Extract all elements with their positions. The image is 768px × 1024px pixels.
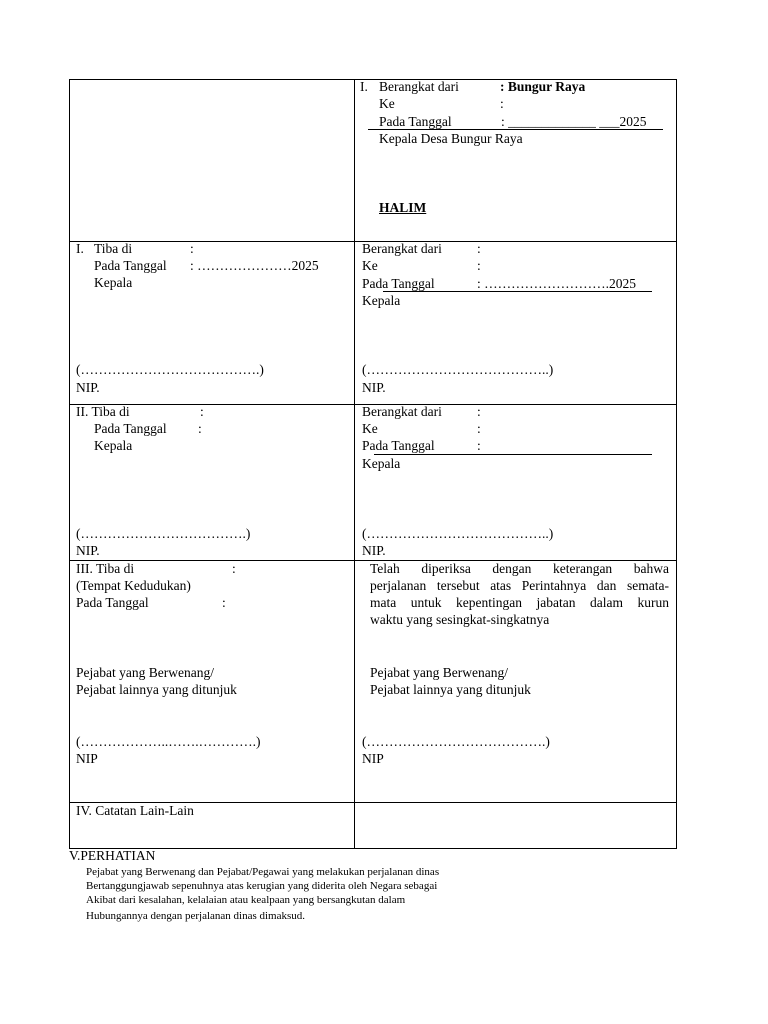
verification-line-1: Telah diperiksa dengan keterangan bahwa (370, 561, 669, 576)
signature-line: (…………………………………..) (362, 362, 554, 377)
signer-name: HALIM (379, 200, 427, 215)
perhatian-line: Pejabat yang Berwenang dan Pejabat/Pegawai yang melakukan perjalanan dinas (86, 866, 440, 878)
nip-label: NIP. (76, 380, 100, 395)
tanggal-label: Pada Tanggal (379, 114, 452, 129)
tanggal-value: : _____________ ___2025 (501, 114, 647, 129)
tiba-colon: : (190, 241, 194, 256)
tanggal-value: : ……………………….2025 (477, 276, 637, 291)
ke-colon: : (477, 258, 481, 273)
catatan-label: IV. Catatan Lain-Lain (76, 803, 194, 818)
tanggal-label: Pada Tanggal (94, 421, 167, 436)
berangkat-label: Berangkat dari (362, 241, 442, 256)
tanggal-label: Pada Tanggal (94, 258, 167, 273)
ke-label: Ke (362, 421, 378, 436)
verification-line-4: waktu yang sesingkat-singkatnya (370, 612, 550, 627)
roman-numeral: I. (360, 79, 368, 94)
signature-line: (………………………………….) (76, 362, 264, 377)
signature-line: (…………………………………..) (362, 526, 554, 541)
tempat-kedudukan: (Tempat Kedudukan) (76, 578, 191, 593)
kepala-desa: Kepala Desa Bungur Raya (379, 131, 523, 146)
tiba-colon: : (200, 404, 204, 419)
tanggal-label: Pada Tanggal (76, 595, 149, 610)
verification-line-3: mata untuk kepentingan jabatan dalam kurun (370, 595, 669, 610)
verification-line-2: perjalanan tersebut atas Perintahnya dan semata- (370, 578, 669, 593)
kepala-label: Kepala (362, 456, 401, 471)
tanggal-colon: : (198, 421, 202, 436)
perhatian-title: V.PERHATIAN (69, 848, 156, 863)
tanggal-colon: : (222, 595, 226, 610)
pejabat-line-1: Pejabat yang Berwenang/ (370, 665, 508, 680)
tanggal-label: Pada Tanggal (362, 438, 435, 453)
kepala-label: Kepala (362, 293, 401, 308)
pejabat-line-2: Pejabat lainnya yang ditunjuk (76, 682, 237, 697)
tiba-colon: : (232, 561, 236, 576)
tiba-label: Tiba di (94, 241, 133, 256)
nip-label: NIP (76, 751, 98, 766)
berangkat-colon: : (477, 241, 481, 256)
berangkat-label: Berangkat dari (379, 79, 459, 94)
nip-label: NIP. (362, 380, 386, 395)
signature-line: (………………………………….) (362, 734, 550, 749)
tanggal-value: : …………………2025 (190, 258, 319, 273)
tanggal-label: Pada Tanggal (362, 276, 435, 291)
berangkat-label: Berangkat dari (362, 404, 442, 419)
perhatian-line: Hubungannya dengan perjalanan dinas dimaksud. (86, 910, 306, 922)
roman-numeral: I. (76, 241, 84, 256)
ke-colon: : (500, 96, 504, 111)
signature-line: (………………..…….………….) (76, 734, 261, 749)
kepala-label: Kepala (94, 275, 133, 290)
tanggal-colon: : (477, 438, 481, 453)
perhatian-line: Akibat dari kesalahan, kelalaian atau kealpaan yang bersangkutan dalam (86, 894, 406, 906)
ke-colon: : (477, 421, 481, 436)
tiba-label: III. Tiba di (76, 561, 135, 576)
ke-label: Ke (379, 96, 395, 111)
pejabat-line-1: Pejabat yang Berwenang/ (76, 665, 214, 680)
kepala-label: Kepala (94, 438, 133, 453)
perhatian-line: Bertanggungjawab sepenuhnya atas kerugian yang diderita oleh Negara sebagai (86, 880, 438, 892)
tiba-label: II. Tiba di (76, 404, 130, 419)
berangkat-value: : Bungur Raya (500, 79, 586, 94)
ke-label: Ke (362, 258, 378, 273)
nip-label: NIP. (76, 543, 100, 558)
pejabat-line-2: Pejabat lainnya yang ditunjuk (370, 682, 531, 697)
nip-label: NIP (362, 751, 384, 766)
nip-label: NIP. (362, 543, 386, 558)
berangkat-colon: : (477, 404, 481, 419)
signature-line: (……………………………….) (76, 526, 251, 541)
